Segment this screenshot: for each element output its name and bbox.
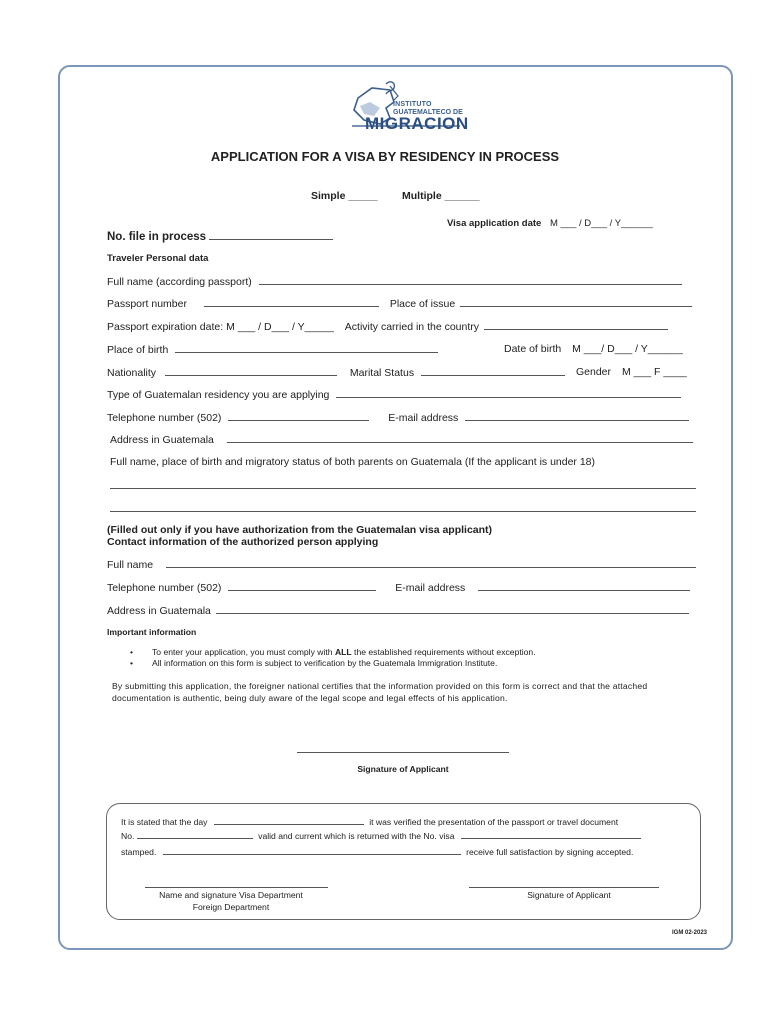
box-applicant-signature-label: Signature of Applicant [527,890,611,900]
address-label: Address in Guatemala [110,434,214,446]
file-in-process-field[interactable] [209,230,333,240]
passport-expiration-field[interactable]: Passport expiration date: M ___ / D___ / Y_____ [107,321,334,333]
residency-type-field[interactable] [336,388,681,398]
simple-option[interactable]: Simple _____ [311,190,378,202]
logo-text-line2: GUATEMALTECO DE [393,109,463,116]
foreign-department-label: Foreign Department [192,902,270,912]
box-no-label: No. [121,831,135,841]
gender-field[interactable]: M ___ F ____ [621,366,687,378]
authorized-address-label: Address in Guatemala [107,605,211,617]
residency-type-label: Type of Guatemalan residency you are applying [107,389,330,401]
box-valid-text: valid and current which is returned with the No. visa [258,831,455,841]
parents-field-line-2[interactable] [110,511,696,512]
visa-date-field[interactable]: M ___ / D___ / Y______ [549,218,653,229]
multiple-option[interactable]: Multiple ______ [402,190,480,202]
telephone-label: Telephone number (502) [107,412,222,424]
box-satisfaction-text: receive full satisfaction by signing accepted. [466,847,634,857]
authorized-email-label: E-mail address [395,582,466,594]
box-day-label: It is stated that the day [121,817,208,827]
important-item-requirements: • To enter your application, you must comply with ALL the established requirements without exception. [130,647,536,658]
authorized-address-field[interactable] [216,604,689,614]
important-heading: Important information [107,627,197,637]
nationality-field[interactable] [165,366,337,376]
place-of-birth-field[interactable] [175,343,438,353]
passport-number-field[interactable] [204,297,379,307]
page-title: APPLICATION FOR A VISA BY RESIDENCY IN PROCESS [210,149,560,164]
certification-paragraph: By submitting this application, the foreigner national certifies that the information provided on this form is correct and that the attached documentation is authentic, being duly aware of the legal scope and legal effects of his application. [112,681,648,703]
box-day-field[interactable] [214,815,364,825]
nationality-label: Nationality [107,367,157,379]
passport-number-label: Passport number [107,298,187,310]
telephone-field[interactable] [228,411,369,421]
activity-label: Activity carried in the country [344,321,480,333]
important-item-verification: • All information on this form is subject to verification by the Guatemala Immigration Institute. [130,658,536,669]
marital-status-field[interactable] [421,366,565,376]
box-visa-number-field[interactable] [461,829,641,839]
file-in-process-label: No. file in process [107,231,207,243]
authorized-heading: (Filled out only if you have authorization from the Guatemalan visa applicant) [107,524,493,536]
authorized-telephone-field[interactable] [228,581,376,591]
box-document-number-field[interactable] [137,829,253,839]
activity-field[interactable] [484,320,668,330]
logo-main-text: MIGRACION [365,114,469,133]
place-of-birth-label: Place of birth [107,344,169,356]
full-name-field[interactable] [259,275,682,285]
logo-text-line1: INSTITUTO [393,101,432,108]
gender-label: Gender [576,366,612,378]
place-of-issue-field[interactable] [460,297,692,307]
important-list [130,647,536,669]
applicant-signature-line[interactable] [297,752,509,753]
authorized-subheading: Contact information of the authorized person applying [107,536,379,548]
authorized-telephone-label: Telephone number (502) [107,582,222,594]
section-personal-heading: Traveler Personal data [107,253,209,264]
box-stamped-field[interactable] [163,845,461,855]
authorized-full-name-field[interactable] [166,558,696,568]
parents-label: Full name, place of birth and migratory status of both parents on Guatemala (If the applicant is under 18) [110,456,596,468]
date-of-birth-label: Date of birth [504,343,562,355]
marital-status-label: Marital Status [349,367,415,379]
email-field[interactable] [465,411,689,421]
applicant-signature-label: Signature of Applicant [357,764,449,774]
box-stamped-label: stamped. [121,847,157,857]
form-code: IGM 02-2023 [672,930,708,936]
authorized-email-field[interactable] [478,581,690,591]
box-applicant-signature-line[interactable] [469,887,659,888]
visa-department-signature-line[interactable] [145,887,328,888]
visa-date-label: Visa application date [447,218,542,229]
email-label: E-mail address [388,412,459,424]
full-name-label: Full name (according passport) [107,276,252,288]
box-verified-text: it was verified the presentation of the passport or travel document [369,817,619,827]
date-of-birth-field[interactable]: M ___/ D___ / Y______ [572,343,683,355]
place-of-issue-label: Place of issue [389,298,456,310]
parents-field-line-1[interactable] [110,488,696,489]
authorized-full-name-label: Full name [107,559,154,571]
visa-department-label: Name and signature Visa Department [159,890,303,900]
address-field[interactable] [227,433,693,443]
